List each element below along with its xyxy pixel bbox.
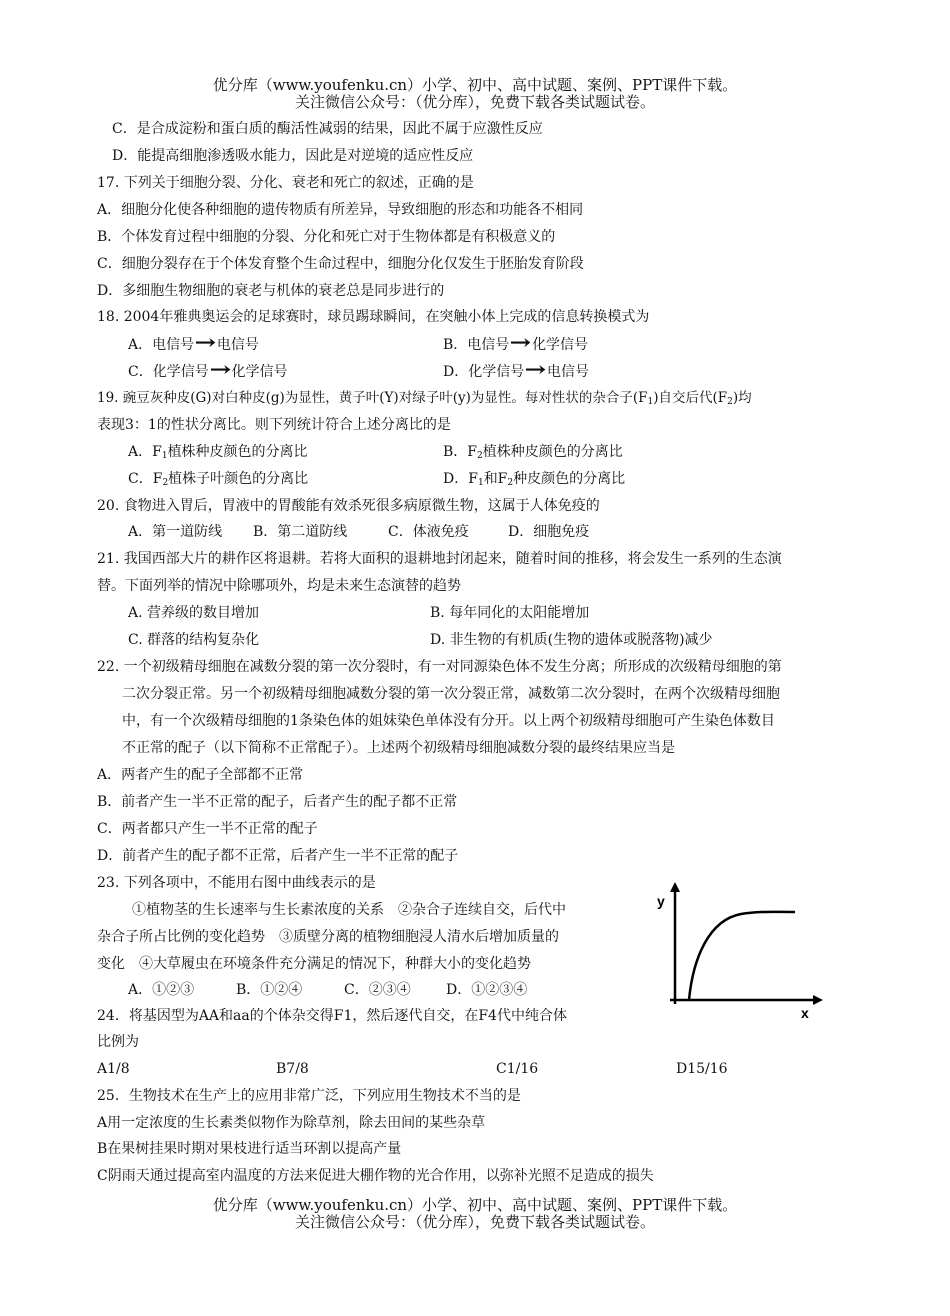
q19-stem-line-1 xyxy=(97,389,752,411)
arrow-right-icon: → xyxy=(509,330,532,354)
q24-option-c: C1/16 xyxy=(496,1061,539,1077)
q23-body-line-3: 变化 ④大草履虫在环境条件充分满足的情况下，种群大小的变化趋势 xyxy=(97,956,531,972)
header-line-2: 关注微信公众号：（优分库），免费下载各类试题试卷。 xyxy=(294,93,655,111)
q25-option-c: C阴雨天通过提高室内温度的方法来促进大棚作物的光合作用，以弥补光照不足造成的损失 xyxy=(97,1168,654,1184)
q22-stem-line-2: 二次分裂正常。另一个初级精母细胞减数分裂的第一次分裂正常，减数第二次分裂时，在两个次级精母细胞 xyxy=(122,686,780,702)
q19-option-d xyxy=(443,470,625,492)
q19-d-pre: D．F xyxy=(443,471,478,487)
subscript: 1 xyxy=(647,397,654,407)
q21-option-c: C. 群落的结构复杂化 xyxy=(128,632,260,648)
q19-d-mid: 和F xyxy=(483,471,508,487)
q23-option-d: D．①②③④ xyxy=(446,982,528,998)
header-line-1: 优分库（www.youfenku.cn）小学、初中、高中试题、案例、PPT课件下载。 xyxy=(212,76,738,94)
q19-b-pre: B．F xyxy=(443,444,478,460)
q18-b-to: 化学信号 xyxy=(532,337,589,353)
q18-option-b xyxy=(443,330,589,354)
q24-option-b: B7/8 xyxy=(276,1061,309,1077)
q21-option-a: A. 营养级的数目增加 xyxy=(128,605,260,621)
q18-c-from: C．化学信号 xyxy=(128,364,209,380)
q17-option-a: A．细胞分化使各种细胞的遗传物质有所差异，导致细胞的形态和功能各不相同 xyxy=(97,202,584,218)
q24-stem-line-2: 比例为 xyxy=(97,1034,139,1050)
q20-option-b: B．第二道防线 xyxy=(253,524,348,540)
q19-a-pre: A．F xyxy=(128,444,162,460)
q18-d-from: D．化学信号 xyxy=(443,364,525,380)
q22-stem-line-1: 22. 一个初级精母细胞在减数分裂的第一次分裂时，有一对同源染色体不发生分离；所形成的次级精母细胞的第 xyxy=(97,659,782,675)
subscript: 1 xyxy=(477,478,484,488)
q23-option-a: A．①②③ xyxy=(128,982,195,998)
y-axis-arrow-icon xyxy=(670,882,680,892)
arrow-right-icon: → xyxy=(194,330,217,354)
x-axis-arrow-icon xyxy=(813,995,823,1005)
q22-stem-line-4: 不正常的配子（以下简称不正常配子）。上述两个初级精母细胞减数分裂的最终结果应当是 xyxy=(122,740,675,756)
q25-stem: 25．生物技术在生产上的应用非常广泛，下列应用生物技术不当的是 xyxy=(97,1088,521,1104)
growth-curve xyxy=(689,912,795,1000)
q23-body-line-1: ①植物茎的生长速率与生长素浓度的关系 ②杂合子连续自交，后代中 xyxy=(132,902,566,918)
q25-option-a: A用一定浓度的生长素类似物作为除草剂，除去田间的某些杂草 xyxy=(97,1115,486,1131)
q20-stem: 20. 食物进入胃后，胃液中的胃酸能有效杀死很多病原微生物，这属于人体免疫的 xyxy=(97,498,600,514)
q19-option-a xyxy=(128,443,308,465)
q18-a-from: A．电信号 xyxy=(128,337,195,353)
q22-option-b: B．前者产生一半不正常的配子，后者产生的配子都不正常 xyxy=(97,794,458,810)
subscript: 2 xyxy=(477,451,483,461)
q20-option-a: A．第一道防线 xyxy=(128,524,223,540)
q17-stem: 17. 下列关于细胞分裂、分化、衰老和死亡的叙述，正确的是 xyxy=(97,175,474,191)
y-axis-label: y xyxy=(657,893,665,909)
q19-a-text: 植株种皮颜色的分离比 xyxy=(167,444,308,460)
q20-option-d: D．细胞免疫 xyxy=(508,524,590,540)
q18-option-c xyxy=(128,357,288,381)
q19-stem-part: )自交后代(F xyxy=(653,390,728,406)
q19-option-b xyxy=(443,443,623,465)
q22-option-c: C．两者都只产生一半不正常的配子 xyxy=(97,821,318,837)
q24-stem-line-1: 24．将基因型为AA和aa的个体杂交得F1，然后逐代自交，在F4代中纯合体 xyxy=(97,1008,567,1024)
q19-d-text: 种皮颜色的分离比 xyxy=(513,471,626,487)
q19-c-text: 植株子叶颜色的分离比 xyxy=(168,471,309,487)
q24-option-d: D15/16 xyxy=(676,1061,728,1077)
footer-line-1: 优分库（www.youfenku.cn）小学、初中、高中试题、案例、PPT课件下载。 xyxy=(212,1196,738,1214)
arrow-right-icon: → xyxy=(524,357,547,381)
q18-d-to: 电信号 xyxy=(547,364,589,380)
q17-option-c: C．细胞分裂存在于个体发育整个生命过程中，细胞分化仅发生于胚胎发育阶段 xyxy=(97,256,584,272)
q22-option-d: D．前者产生的配子都不正常，后者产生一半不正常的配子 xyxy=(97,848,459,864)
q19-option-c xyxy=(128,470,308,492)
subscript: 2 xyxy=(162,478,169,488)
q17-option-b: B．个体发育过程中细胞的分裂、分化和死亡对于生物体都是有积极意义的 xyxy=(97,229,556,245)
q18-a-to: 电信号 xyxy=(216,337,259,353)
x-axis-label: x xyxy=(801,1005,809,1018)
q18-option-d xyxy=(443,357,589,381)
q22-stem-line-3: 中，有一个次级精母细胞的1条染色体的姐妹染色单体没有分开。以上两个初级精母细胞可产生染色体数目 xyxy=(122,713,775,729)
q17-option-d: D．多细胞生物细胞的衰老与机体的衰老总是同步进行的 xyxy=(97,283,445,299)
q19-stem-part: )均 xyxy=(732,390,752,406)
q19-b-text: 植株种皮颜色的分离比 xyxy=(482,444,623,460)
q21-option-d: D. 非生物的有机质(生物的遗体或脱落物)减少 xyxy=(430,632,713,648)
q25-option-b: B在果树挂果时期对果枝进行适当环割以提高产量 xyxy=(97,1141,402,1157)
saturation-curve-graph xyxy=(655,878,825,1018)
q18-b-from: B．电信号 xyxy=(443,337,510,353)
q23-stem: 23. 下列各项中，不能用右图中曲线表示的是 xyxy=(97,875,376,891)
footer-line-2: 关注微信公众号：（优分库），免费下载各类试题试卷。 xyxy=(294,1213,655,1231)
q18-c-to: 化学信号 xyxy=(231,364,288,380)
subscript: 1 xyxy=(161,451,168,461)
q19-stem-line-2: 表现3：1的性状分离比。则下列统计符合上述分离比的是 xyxy=(97,417,451,433)
q20-option-c: C．体液免疫 xyxy=(388,524,469,540)
subscript: 2 xyxy=(507,478,514,488)
q19-stem-part: 19. 豌豆灰种皮(G)对白种皮(g)为显性，黄子叶(Y)对绿子叶(y)为显性。每对性状的杂合子(F xyxy=(97,390,648,406)
q21-stem-line-2: 替。下面列举的情况中除哪项外，均是未来生态演替的趋势 xyxy=(97,578,461,594)
q21-option-b: B. 每年同化的太阳能增加 xyxy=(430,605,590,621)
q21-stem-line-1: 21. 我国西部大片的耕作区将退耕。若将大面积的退耕地封闭起来，随着时间的推移，将会发生一系列的生态演 xyxy=(97,551,782,567)
q16-option-c: C．是合成淀粉和蛋白质的酶活性减弱的结果，因此不属于应激性反应 xyxy=(112,121,543,137)
q23-body-line-2: 杂合子所占比例的变化趋势 ③质壁分离的植物细胞浸人清水后增加质量的 xyxy=(97,929,559,945)
q19-c-pre: C．F xyxy=(128,471,163,487)
q16-option-d: D．能提高细胞渗透吸水能力，因此是对逆境的适应性反应 xyxy=(112,148,474,164)
q24-option-a: A1/8 xyxy=(97,1061,130,1077)
q18-stem: 18. 2004年雅典奥运会的足球赛时，球员踢球瞬间，在突触小体上完成的信息转换模式为 xyxy=(97,309,650,325)
q18-option-a xyxy=(128,330,259,354)
q22-option-a: A．两者产生的配子全部都不正常 xyxy=(97,767,304,783)
q23-option-b: B．①②④ xyxy=(236,982,303,998)
q23-option-c: C．②③④ xyxy=(344,982,411,998)
subscript: 2 xyxy=(727,397,733,407)
arrow-right-icon: → xyxy=(209,357,231,381)
